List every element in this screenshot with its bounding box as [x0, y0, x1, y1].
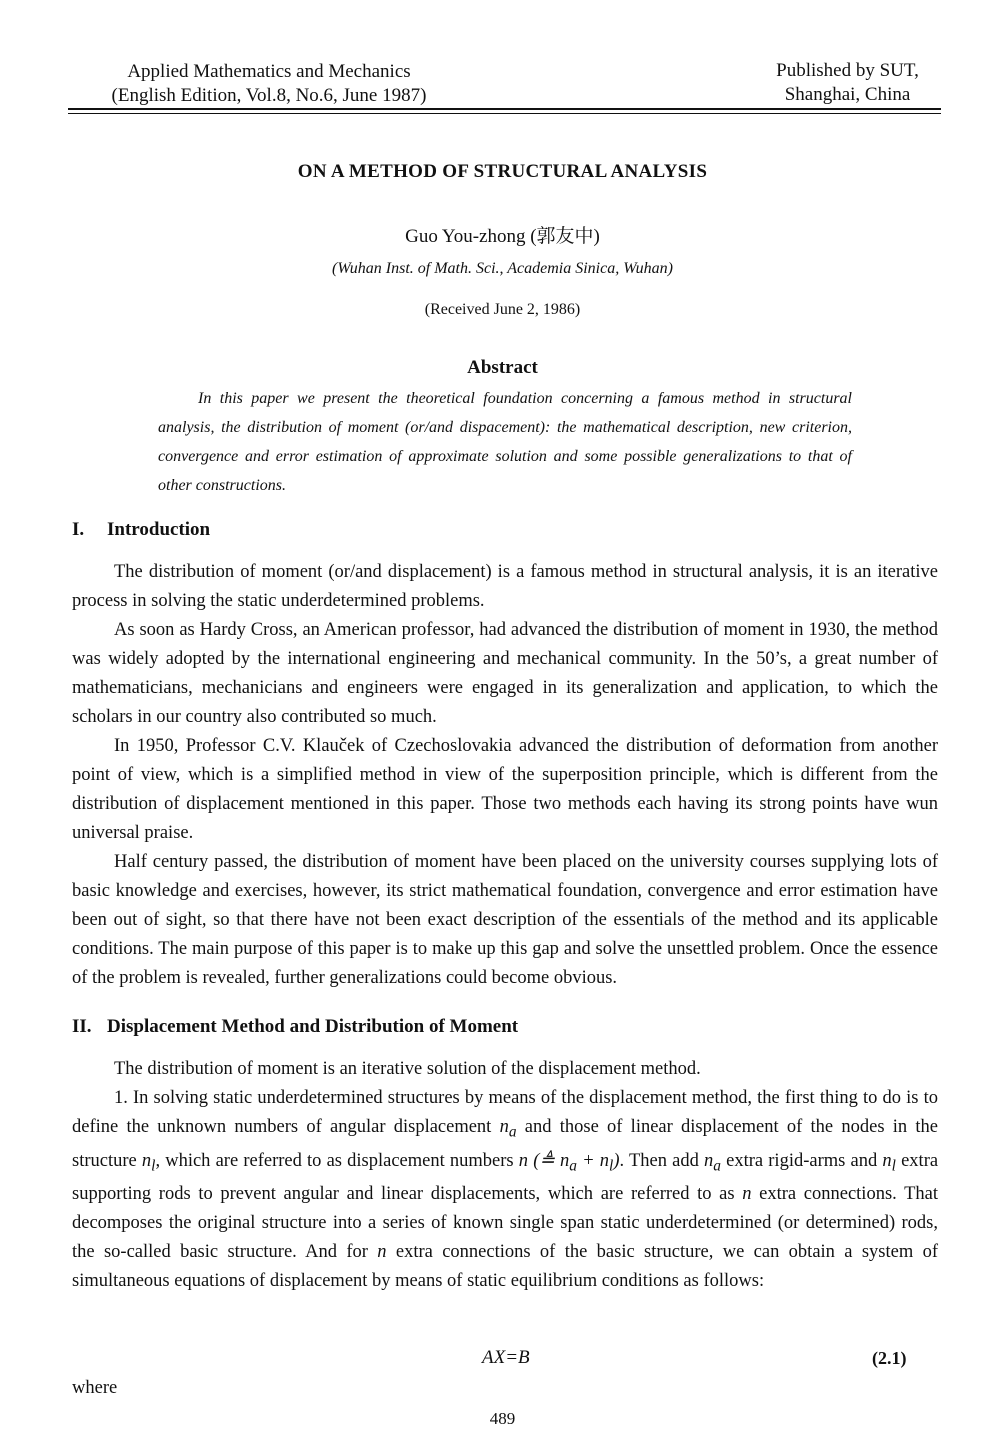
introduction-body — [72, 558, 938, 993]
symbol-na: $n_a$ — [499, 1117, 517, 1141]
paragraph: As soon as Hardy Cross, an American professor, had advanced the distribution of moment in 1930, the method was widely adopted by the international engineering and mechanical community. In the 50’s, a great number of mathematicians, mechanicians and engineers were engaged in its generalization and application, to which the scholars in our country also contributed so much. — [72, 620, 938, 727]
paragraph: Half century passed, the distribution of moment have been placed on the university courses supplying lots of basic knowledge and exercises, however, its strict mathematical foundation, convergence and error estimation have been out of sight, so that there have not been exact description of the essentials of the method and its applicable conditions. The main purpose of this paper is to make up this gap and solve the unsettled problem. Once the essence of the problem is revealed, further generalizations could become obvious. — [72, 852, 938, 988]
symbol-n-definition: n (≜ $n_a + n_l$) — [518, 1150, 620, 1175]
symbol-n: n — [377, 1242, 387, 1263]
abstract-heading: Abstract — [467, 357, 538, 378]
section-heading-displacement-method — [72, 1016, 518, 1038]
paragraph: 1. In solving static underdetermined structures by means of the displacement method, the first thing to do is to define the unknown numbers of angular displacement $n_a$ and those of linear displacement of the nodes in the structure $n_l$, which are referred to as displacement numbers n (≜ $n_a + n_l$). Then add $n_a$ extra rigid-arms and $n_l$ extra supporting rods to prevent angular and linear displacements, which are referred to as n extra connections. That decomposes the original structure into a series of known single span static underdetermined (or determined) rods, the so-called basic structure. And for n extra connections of the basic structure, we can obtain a system of simultaneous equations of displacement by means of static equilibrium conditions as follows: — [72, 1088, 939, 1292]
section-number: II. — [72, 1016, 92, 1037]
symbol-nl: $n_l$ — [141, 1150, 156, 1175]
journal-header — [74, 60, 464, 108]
symbol-na: $n_a$ — [704, 1150, 721, 1175]
section-title: Introduction — [107, 519, 211, 540]
section-title: Displacement Method and Distribution of Moment — [107, 1016, 519, 1037]
page-number: 489 — [489, 1409, 516, 1428]
equation-number: (2.1) — [872, 1348, 907, 1368]
paragraph: In 1950, Professor C.V. Klauček of Czechoslovakia advanced the distribution of deformation from another point of view, which is a simplified method in view of the superposition principle, which is different from the distribution of displacement mentioned in this paper. Those two methods each having its strong points have wun universal praise. — [72, 736, 938, 843]
abstract-text: In this paper we present the theoretical foundation concerning a famous method in structural analysis, the distribution of moment (or/and dispacement): the mathematical description, new criterion, convergence and error estimation of approximate solution and some possible generalizations to that of other constructions. — [158, 390, 852, 494]
journal-name: Applied Mathematics and Mechanics — [127, 61, 411, 82]
where-label: where — [72, 1378, 118, 1398]
symbol-nl: $n_l$ — [882, 1150, 896, 1175]
section-heading-introduction — [72, 519, 210, 541]
symbol-n: n — [742, 1184, 752, 1205]
equation: AX=B — [482, 1347, 530, 1368]
section-number: I. — [72, 519, 85, 540]
paper-title: ON A METHOD OF STRUCTURAL ANALYSIS — [297, 161, 708, 182]
paragraph: The distribution of moment is an iterative solution of the displacement method. — [114, 1059, 701, 1079]
header-rule-thin — [68, 113, 941, 114]
publisher-header — [740, 59, 955, 107]
affiliation: (Wuhan Inst. of Math. Sci., Academia Sinica, Wuhan) — [332, 260, 673, 277]
received-date: (Received June 2, 1986) — [424, 301, 581, 318]
author: Guo You-zhong (郭友中) — [405, 226, 600, 247]
publisher-location: Shanghai, China — [784, 84, 911, 105]
publisher-name: Published by SUT, — [776, 60, 919, 81]
section2-body — [72, 1059, 939, 1296]
journal-edition: (English Edition, Vol.8, No.6, June 1987) — [111, 85, 427, 106]
paragraph: The distribution of moment (or/and displacement) is a famous method in structural analysis, it is an iterative process in solving the static underdetermined problems. — [72, 562, 938, 611]
header-rule-thick — [68, 108, 941, 110]
abstract-body — [158, 384, 852, 500]
